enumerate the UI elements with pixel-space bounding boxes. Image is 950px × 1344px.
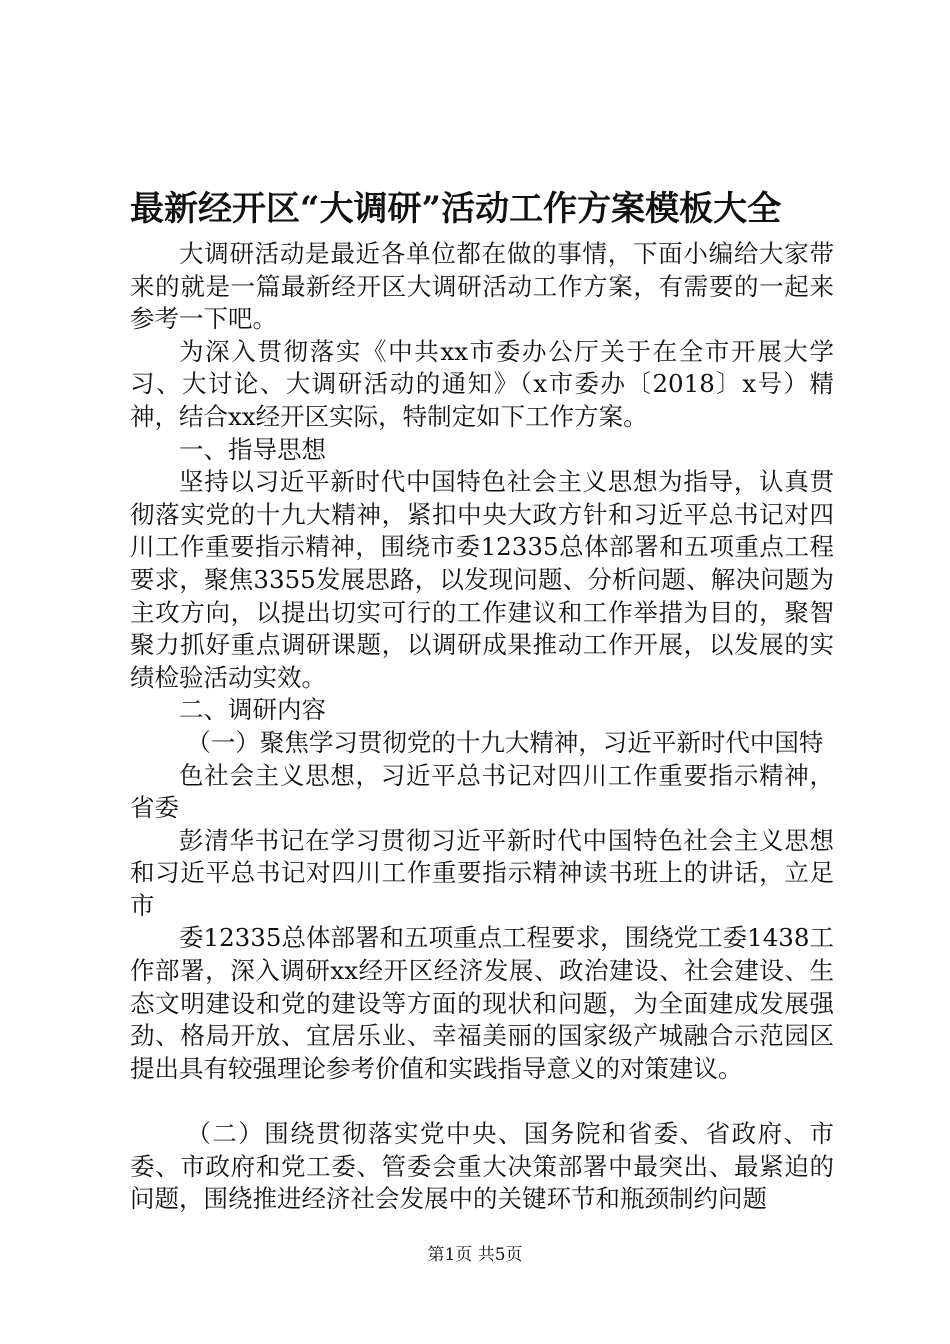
document-title: 最新经开区“大调研”活动工作方案模板大全: [130, 189, 782, 229]
paragraph-purpose: 为深入贯彻落实《中共xx市委办公厅关于在全市开展大学习、大讨论、大调研活动的通知》（x市委办〔2018〕x号）精神，结合xx经开区实际，特制定如下工作方案。: [130, 336, 834, 431]
page-footer: 第1页 共5页: [427, 1245, 523, 1265]
paragraph-spacer: [130, 1085, 834, 1118]
paragraph-item-one-a: （一）聚焦学习贯彻党的十九大精神，习近平新时代中国特: [186, 727, 824, 757]
document-body: [130, 238, 834, 1216]
paragraph-intro: 大调研活动是最近各单位都在做的事情，下面小编给大家带来的就是一篇最新经开区大调研活动工作方案，有需要的一起来参考一下吧。: [130, 239, 834, 334]
paragraph-item-two: （二）围绕贯彻落实党中央、国务院和省委、省政府、市委、市政府和党工委、管委会重大决策部署中最突出、最紧迫的问题，围绕推进经济社会发展中的关键环节和瓶颈制约问题: [130, 1119, 834, 1214]
heading-research-content: 二、调研内容: [179, 695, 326, 725]
paragraph-item-one-b: 色社会主义思想，习近平总书记对四川工作重要指示精神，省委: [130, 760, 834, 823]
paragraph-item-one-d: 委12335总体部署和五项重点工程要求，围绕党工委1438工作部署，深入调研xx经开区经济发展、政治建设、社会建设、生态文明建设和党的建设等方面的现状和问题，为全面建成发展强劲、格局开放、宜居乐业、幸福美丽的国家级产城融合示范园区提出具有较强理论参考价值和实践指导意义的对策建议。: [130, 923, 834, 1083]
heading-guiding-ideology: 一、指导思想: [179, 434, 326, 464]
paragraph-guiding-ideology: 坚持以习近平新时代中国特色社会主义思想为指导，认真贯彻落实党的十九大精神，紧扣中央大政方针和习近平总书记对四川工作重要指示精神，围绕市委12335总体部署和五项重点工程要求，聚焦3355发展思路，以发现问题、分析问题、解决问题为主攻方向，以提出切实可行的工作建议和工作举措为目的，聚智聚力抓好重点调研课题，以调研成果推动工作开展，以发展的实绩检验活动实效。: [130, 467, 834, 692]
paragraph-item-one-c: 彭清华书记在学习贯彻习近平新时代中国特色社会主义思想和习近平总书记对四川工作重要指示精神读书班上的讲话，立足市: [130, 825, 834, 920]
